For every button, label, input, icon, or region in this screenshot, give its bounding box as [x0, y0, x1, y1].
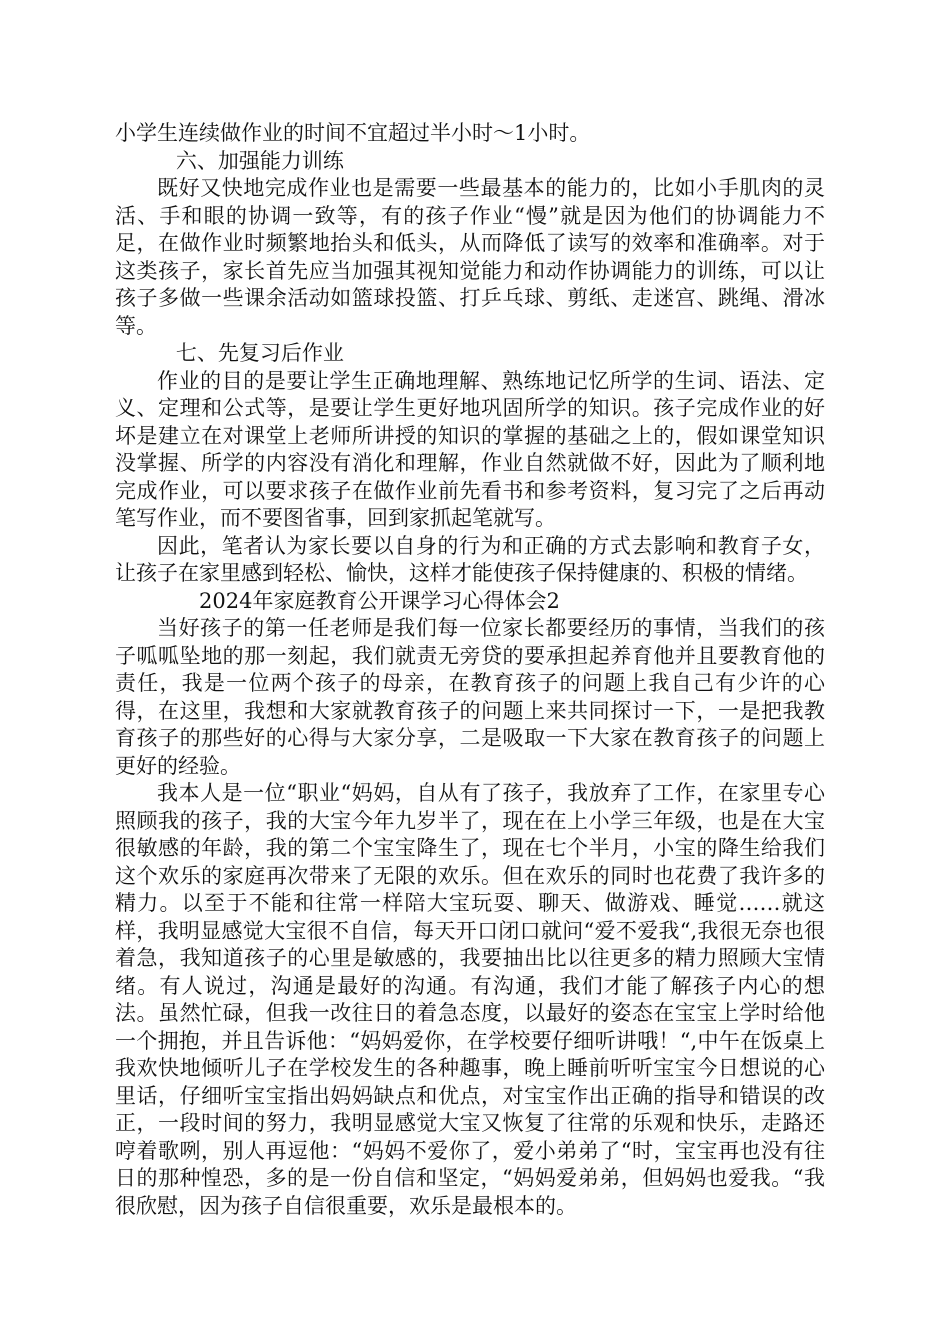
article-subtitle: 2024年家庭教育公开课学习心得体会2 — [199, 588, 560, 613]
paragraph-review-first: 作业的目的是要让学生正确地理解、熟练地记忆所学的生词、语法、定义、定理和公式等，是要让学生更好地巩固所学的知识。孩子完成作业的好坏是建立在对课堂上老师所讲授的知识的掌握的基础之上的，假如课堂知识没掌握、所学的内容没有消化和理解，作业自然就做不好，因此为了顺利地完成作业，可以要求孩子在做作业前先看书和参考资料，复习完了之后再动笔写作业，而不要图省事，回到家抓起笔就写。 — [115, 368, 825, 530]
paragraph-ability-training: 既好又快地完成作业也是需要一些最基本的能力的，比如小手肌肉的灵活、手和眼的协调一致等，有的孩子作业“慢”就是因为他们的协调能力不足，在做作业时频繁地抬头和低头，从而降低了读写的效率和准确率。对于这类孩子，家长首先应当加强其视知觉能力和动作协调能力的训练，可以让孩子多做一些课余活动如篮球投篮、打乒乓球、剪纸、走迷宫、跳绳、滑冰等。 — [115, 176, 825, 338]
section-heading-6: 六、加强能力训练 — [175, 148, 344, 173]
paragraph-conclusion: 因此，笔者认为家长要以自身的行为和正确的方式去影响和教育子女，让孩子在家里感到轻松、愉快，这样才能使孩子保持健康的、积极的情绪。 — [115, 533, 825, 585]
paragraph-first-teacher: 当好孩子的第一任老师是我们每一位家长都要经历的事情，当我们的孩子呱呱坠地的那一刻起，我们就责无旁贷的要承担起养育他并且要教育他的责任，我是一位两个孩子的母亲，在教育孩子的问题上我自己有少许的心得，在这里，我想和大家就教育孩子的问题上来共同探讨一下，一是把我教育孩子的那些好的心得与大家分享，二是吸取一下大家在教育孩子的问题上更好的经验。 — [115, 616, 825, 778]
paragraph-personal-story: 我本人是一位“职业“妈妈，自从有了孩子，我放弃了工作，在家里专心照顾我的孩子，我的大宝今年九岁半了，现在在上小学三年级，也是在大宝很敏感的年龄，我的第二个宝宝降生了，现在七个半月，小宝的降生给我们这个欢乐的家庭再次带来了无限的欢乐。但在欢乐的同时也花费了我许多的精力。以至于不能和往常一样陪大宝玩耍、聊天、做游戏、睡觉……就这样，我明显感觉大宝很不自信，每天开口闭口就问“爱不爱我“,我很无奈也很着急，我知道孩子的心里是敏感的，我要抽出比以往更多的精力照顾大宝情绪。有人说过，沟通是最好的沟通。有沟通，我们才能了解孩子内心的想法。虽然忙碌，但我一改往日的着急态度，以最好的姿态在宝宝上学时给他一个拥抱，并且告诉他：“妈妈爱你，在学校要仔细听讲哦！“,中午在饭桌上我欢快地倾听儿子在学校发生的各种趣事，晚上睡前听听宝宝今日想说的心里话，仔细听宝宝指出妈妈缺点和优点，对宝宝作出正确的指导和错误的改正，一段时间的努力，我明显感觉大宝又恢复了往常的乐观和快乐，走路还哼着歌咧，别人再逗他：“妈妈不爱你了，爱小弟弟了“时，宝宝再也没有往日的那种惶恐，多的是一份自信和坚定，“妈妈爱弟弟，但妈妈也爱我。“我很欣慰，因为孩子自信很重要，欢乐是最根本的。 — [115, 781, 825, 1218]
document-body — [115, 120, 825, 1220]
paragraph-continuation: 小学生连续做作业的时间不宜超过半小时～1小时。 — [115, 121, 591, 145]
section-heading-7: 七、先复习后作业 — [175, 341, 344, 365]
